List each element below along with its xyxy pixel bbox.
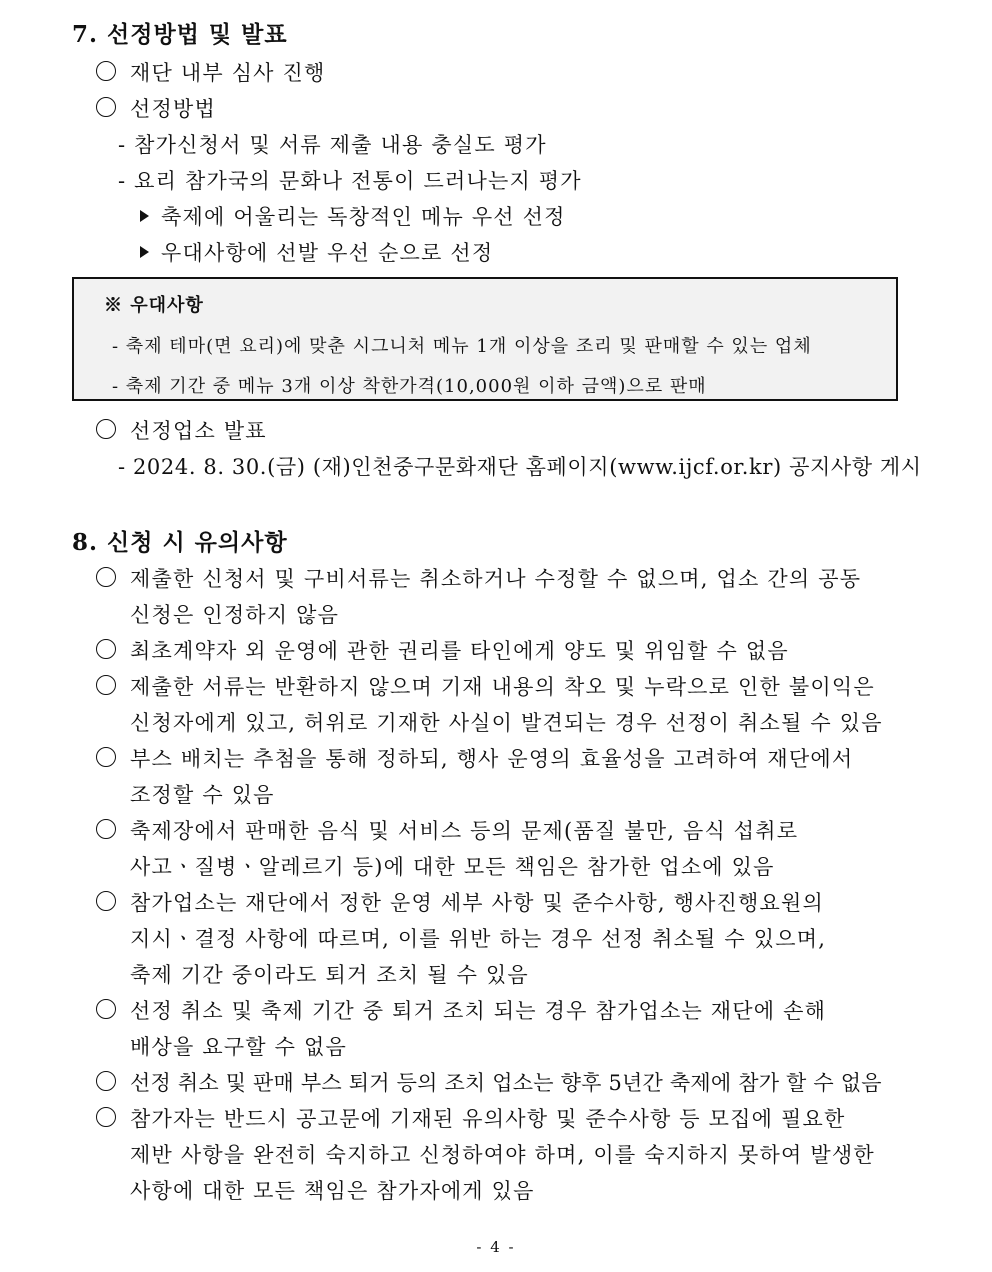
- notice-7-line-1: 선정 취소 및 축제 기간 중 퇴거 조치 되는 경우 참가업소는 재단에 손해: [130, 999, 827, 1023]
- section-7-heading: 7. 선정방법 및 발표: [72, 21, 288, 48]
- circle-bullet-icon: [96, 891, 116, 911]
- notice-9-line-3: 사항에 대한 모든 책임은 참가자에게 있음: [130, 1179, 535, 1203]
- circle-bullet-icon: [96, 61, 116, 81]
- notice-4-line-2: 조정할 수 있음: [130, 783, 275, 807]
- circle-bullet-icon: [96, 999, 116, 1019]
- notice-5-line-1: 축제장에서 판매한 음식 및 서비스 등의 문제(품질 불만, 음식 섭취로: [130, 819, 799, 843]
- circle-bullet-icon: [96, 819, 116, 839]
- notice-2: 최초계약자 외 운영에 관한 권리를 타인에게 양도 및 위임할 수 없음: [130, 639, 789, 663]
- notice-8: 선정 취소 및 판매 부스 퇴거 등의 조치 업소는 향후 5년간 축제에 참가 할 수 없음: [130, 1071, 882, 1095]
- note-line-fair-price: - 축제 기간 중 메뉴 3개 이상 착한가격(10,000원 이하 금액)으로 판매: [112, 376, 707, 397]
- sub-item-culture-evaluation: - 요리 참가국의 문화나 전통이 드러나는지 평가: [118, 169, 582, 193]
- notice-6-line-2: 지시ㆍ결정 사항에 따르며, 이를 위반 하는 경우 선정 취소될 수 있으며,: [130, 927, 827, 951]
- notice-1-line-1: 제출한 신청서 및 구비서류는 취소하거나 수정할 수 없으며, 업소 간의 공동: [130, 567, 862, 591]
- circle-bullet-icon: [96, 97, 116, 117]
- sub-item-document-evaluation: - 참가신청서 및 서류 제출 내용 충실도 평가: [118, 133, 547, 157]
- notice-6-line-3: 축제 기간 중이라도 퇴거 조치 될 수 있음: [130, 963, 529, 987]
- triangle-bullet-icon: [140, 246, 149, 258]
- note-title: ※ 우대사항: [104, 295, 204, 316]
- triangle-bullet-icon: [140, 210, 149, 222]
- notice-3-line-1: 제출한 서류는 반환하지 않으며 기재 내용의 착오 및 누락으로 인한 불이익은: [130, 675, 875, 699]
- notice-5-line-2: 사고ㆍ질병ㆍ알레르기 등)에 대한 모든 책임은 참가한 업소에 있음: [130, 855, 775, 879]
- page-number: - 4 -: [476, 1238, 516, 1256]
- circle-bullet-icon: [96, 675, 116, 695]
- item-internal-review: 재단 내부 심사 진행: [130, 61, 326, 85]
- notice-7-line-2: 배상을 요구할 수 없음: [130, 1035, 347, 1059]
- circle-bullet-icon: [96, 639, 116, 659]
- sub-item-announcement-date: - 2024. 8. 30.(금) (재)인천중구문화재단 홈페이지(www.ijcf.or.kr) 공지사항 게시: [118, 455, 922, 479]
- circle-bullet-icon: [96, 1107, 116, 1127]
- arrow-item-original-menu: 축제에 어울리는 독창적인 메뉴 우선 선정: [140, 201, 566, 231]
- circle-bullet-icon: [96, 747, 116, 767]
- note-line-signature-menu: - 축제 테마(면 요리)에 맞춘 시그니처 메뉴 1개 이상을 조리 및 판매할 수 있는 업체: [112, 336, 812, 357]
- notice-3-line-2: 신청자에게 있고, 허위로 기재한 사실이 발견되는 경우 선정이 취소될 수 있음: [130, 711, 883, 735]
- notice-9-line-1: 참가자는 반드시 공고문에 기재된 유의사항 및 준수사항 등 모집에 필요한: [130, 1107, 846, 1131]
- arrow-item-preference-order: 우대사항에 선발 우선 순으로 선정: [140, 237, 493, 267]
- notice-1-line-2: 신청은 인정하지 않음: [130, 603, 340, 627]
- preference-note-box: [72, 277, 898, 401]
- item-selection-method: 선정방법: [130, 97, 216, 121]
- item-announcement: 선정업소 발표: [130, 419, 267, 443]
- circle-bullet-icon: [96, 567, 116, 587]
- notice-6-line-1: 참가업소는 재단에서 정한 운영 세부 사항 및 준수사항, 행사진행요원의: [130, 891, 824, 915]
- notice-4-line-1: 부스 배치는 추첨을 통해 정하되, 행사 운영의 효율성을 고려하여 재단에서: [130, 747, 854, 771]
- circle-bullet-icon: [96, 419, 116, 439]
- notice-9-line-2: 제반 사항을 완전히 숙지하고 신청하여야 하며, 이를 숙지하지 못하여 발생한: [130, 1143, 875, 1167]
- circle-bullet-icon: [96, 1071, 116, 1091]
- section-8-heading: 8. 신청 시 유의사항: [72, 529, 288, 556]
